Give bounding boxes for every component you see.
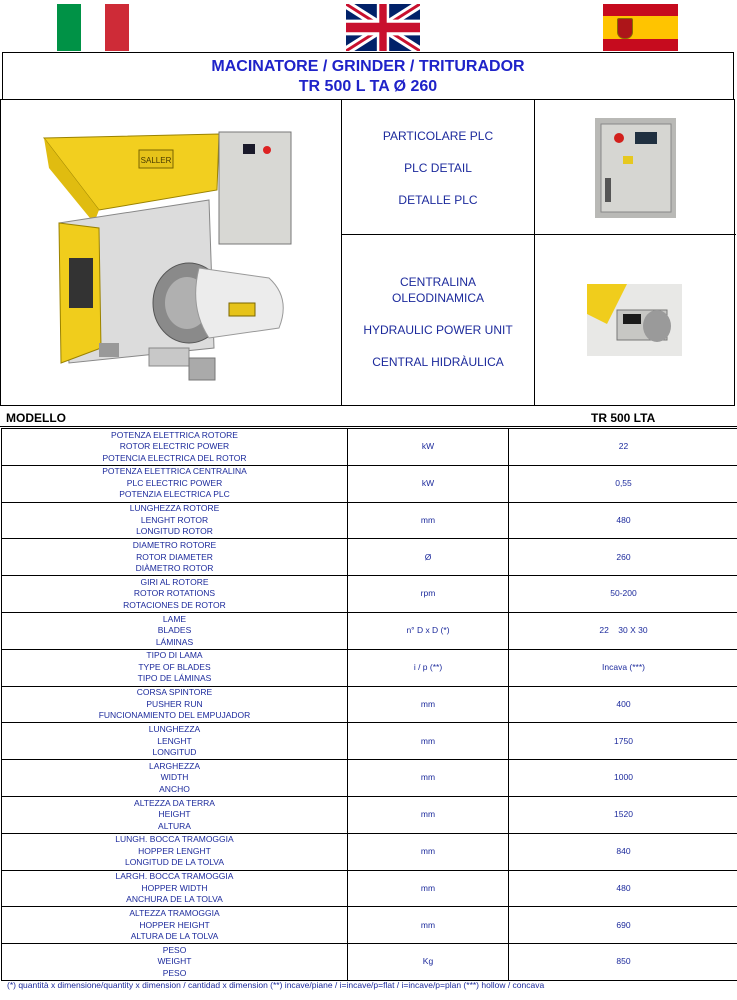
- spec-name-line: WEIGHT: [157, 956, 192, 967]
- spec-name-line: LARGH. BOCCA TRAMOGGIA: [115, 871, 234, 882]
- spec-value-cell: 22: [509, 429, 737, 466]
- spec-name-line: BLADES: [157, 625, 192, 636]
- title-box: [2, 52, 734, 100]
- spec-unit-cell: mm: [348, 833, 509, 870]
- spec-name-line: LUNGHEZZA: [148, 724, 201, 735]
- spec-name-line: LAME: [162, 613, 187, 624]
- spec-name-line: POTENZA ELETTRICA CENTRALINA: [102, 466, 247, 477]
- spec-name-line: HOPPER WIDTH: [141, 882, 208, 893]
- spec-name-line: LONGITUD ROTOR: [136, 526, 213, 537]
- spec-name-cell: [2, 723, 348, 760]
- spec-name-cell: [2, 612, 348, 649]
- spec-name-cell: [2, 576, 348, 613]
- spec-name-cell: [2, 686, 348, 723]
- spec-name-cell: [2, 502, 348, 539]
- spec-name-line: POTENCIA ELECTRICA DEL ROTOR: [102, 452, 247, 463]
- hydraulic-caption-it-1: CENTRALINA: [399, 275, 476, 289]
- plc-caption-es: DETALLE PLC: [398, 193, 478, 207]
- table-row: [2, 944, 737, 981]
- spec-name-line: PUSHER RUN: [146, 698, 203, 709]
- spec-name-cell: [2, 760, 348, 797]
- spec-value-cell: 840: [509, 833, 737, 870]
- spec-name-line: LONGITUD DE LA TOLVA: [124, 857, 225, 868]
- spec-unit-cell: mm: [348, 760, 509, 797]
- spain-flag-icon: [603, 4, 678, 51]
- table-row: [2, 686, 737, 723]
- spec-unit-cell: mm: [348, 796, 509, 833]
- spec-unit-cell: mm: [348, 723, 509, 760]
- table-row: [2, 649, 737, 686]
- spec-name-cell: [2, 649, 348, 686]
- table-row: [2, 502, 737, 539]
- spec-name-line: ROTACIONES DE ROTOR: [123, 599, 226, 610]
- footnote: (*) quantità x dimensione/quantity x dimension / cantidad x dimension (**) incave/piane / i=incave/p=flat / i=incave/p=plan (***) hollow / concava: [7, 980, 545, 990]
- spec-name-line: LUNGH. BOCCA TRAMOGGIA: [115, 834, 234, 845]
- grinder-machine-image: [39, 128, 299, 393]
- spec-name-cell: [2, 907, 348, 944]
- hydraulic-caption-it-2: OLEODINAMICA: [391, 291, 484, 305]
- hydraulic-caption-en: HYDRAULIC POWER UNIT: [363, 323, 513, 337]
- spec-value-cell: 260: [509, 539, 737, 576]
- spec-name-line: CORSA SPINTORE: [136, 687, 213, 698]
- spec-value-cell: 1520: [509, 796, 737, 833]
- spec-name-line: LENGHT: [157, 735, 192, 746]
- spec-name-line: HOPPER LENGHT: [138, 845, 211, 856]
- spec-name-line: ROTOR ROTATIONS: [133, 588, 216, 599]
- spec-name-line: TIPO DE LÁMINAS: [137, 673, 212, 684]
- specs-table: [1, 428, 737, 981]
- spec-value-cell: 1000: [509, 760, 737, 797]
- page-title: MACINATORE / GRINDER / TRITURADOR: [211, 58, 525, 75]
- spec-name-cell: [2, 870, 348, 907]
- spec-name-line: HOPPER HEIGHT: [139, 919, 210, 930]
- svg-text:SALLER: SALLER: [140, 156, 172, 165]
- table-row: [2, 796, 737, 833]
- spec-name-line: LENGHT ROTOR: [140, 514, 209, 525]
- hydraulic-caption: [342, 274, 534, 370]
- table-row: [2, 870, 737, 907]
- table-row: [2, 465, 737, 502]
- plc-detail-image: [595, 118, 676, 218]
- model-subtitle: TR 500 L TA Ø 260: [298, 78, 438, 95]
- spec-unit-cell: rpm: [348, 576, 509, 613]
- table-row: [2, 429, 737, 466]
- table-row: [2, 612, 737, 649]
- spec-value-cell: Incava (***): [509, 649, 737, 686]
- table-row: [2, 833, 737, 870]
- spec-value-cell: 690: [509, 907, 737, 944]
- spec-name-line: TIPO DI LAMA: [146, 650, 203, 661]
- product-images-section: [0, 99, 735, 406]
- table-row: [2, 723, 737, 760]
- hydraulic-unit-image: [587, 284, 682, 356]
- spec-value-cell: 22 30 X 30: [509, 612, 737, 649]
- spec-name-line: LUNGHEZZA ROTORE: [129, 503, 220, 514]
- spec-name-line: PESO: [162, 944, 187, 955]
- hydraulic-caption-es: CENTRAL HIDRÀULICA: [372, 355, 504, 369]
- spec-value-cell: 50-200: [509, 576, 737, 613]
- model-row: [0, 408, 737, 428]
- table-row: [2, 907, 737, 944]
- spec-name-line: DIÀMETRO ROTOR: [135, 563, 214, 574]
- spec-name-cell: [2, 429, 348, 466]
- spec-unit-cell: Ø: [348, 539, 509, 576]
- spec-value-cell: 480: [509, 502, 737, 539]
- spec-value-cell: 1750: [509, 723, 737, 760]
- model-label: MODELLO: [6, 411, 66, 425]
- spec-name-line: DIAMETRO ROTORE: [132, 540, 217, 551]
- spec-name-line: ALTURA: [158, 820, 191, 831]
- plc-caption-it: PARTICOLARE PLC: [382, 129, 494, 143]
- spec-name-cell: [2, 944, 348, 981]
- spec-name-line: ROTOR DIAMETER: [136, 551, 213, 562]
- spec-name-cell: [2, 539, 348, 576]
- spec-name-line: WIDTH: [160, 772, 189, 783]
- spec-name-cell: [2, 796, 348, 833]
- italy-flag-icon: [57, 4, 129, 51]
- model-value: TR 500 LTA: [591, 411, 656, 425]
- table-row: [2, 760, 737, 797]
- spec-name-line: POTENZA ELETTRICA ROTORE: [111, 429, 238, 440]
- spec-unit-cell: mm: [348, 870, 509, 907]
- spec-name-line: ANCHO: [159, 783, 190, 794]
- spec-name-line: ALTEZZA DA TERRA: [134, 797, 215, 808]
- uk-flag-icon: [346, 4, 420, 51]
- spec-unit-cell: kW: [348, 429, 509, 466]
- spec-value-cell: 0,55: [509, 465, 737, 502]
- spec-value-cell: 850: [509, 944, 737, 981]
- spec-name-line: PESO: [162, 967, 187, 978]
- spec-unit-cell: i / p (**): [348, 649, 509, 686]
- spec-name-line: POTENZIA ELECTRICA PLC: [119, 489, 230, 500]
- table-row: [2, 539, 737, 576]
- spec-unit-cell: mm: [348, 686, 509, 723]
- spec-name-line: PLC ELECTRIC POWER: [126, 477, 223, 488]
- spec-value-cell: 480: [509, 870, 737, 907]
- spec-value-cell: 400: [509, 686, 737, 723]
- spec-unit-cell: mm: [348, 502, 509, 539]
- spec-name-line: TYPE OF BLADES: [138, 661, 211, 672]
- spec-name-line: HEIGHT: [158, 809, 191, 820]
- spec-unit-cell: kW: [348, 465, 509, 502]
- spec-name-line: LONGITUD: [152, 747, 197, 758]
- spec-name-line: ANCHURA DE LA TOLVA: [126, 894, 223, 905]
- spec-name-line: ALTEZZA TRAMOGGIA: [129, 908, 220, 918]
- spec-name-line: LARGHEZZA: [148, 760, 200, 771]
- spec-name-line: ALTURA DE LA TOLVA: [130, 931, 219, 941]
- table-row: [2, 576, 737, 613]
- spec-unit-cell: n° D x D (*): [348, 612, 509, 649]
- spec-name-line: LÁMINAS: [155, 636, 194, 647]
- plc-caption: [342, 128, 534, 208]
- plc-caption-en: PLC DETAIL: [404, 161, 472, 175]
- spec-name-line: FUNCIONAMIENTO DEL EMPUJADOR: [98, 710, 251, 721]
- spec-name-line: ROTOR ELECTRIC POWER: [119, 441, 230, 452]
- spec-name-cell: [2, 833, 348, 870]
- spec-unit-cell: Kg: [348, 944, 509, 981]
- spec-unit-cell: mm: [348, 907, 509, 944]
- spec-name-cell: [2, 465, 348, 502]
- spec-name-line: GIRI AL ROTORE: [140, 576, 209, 587]
